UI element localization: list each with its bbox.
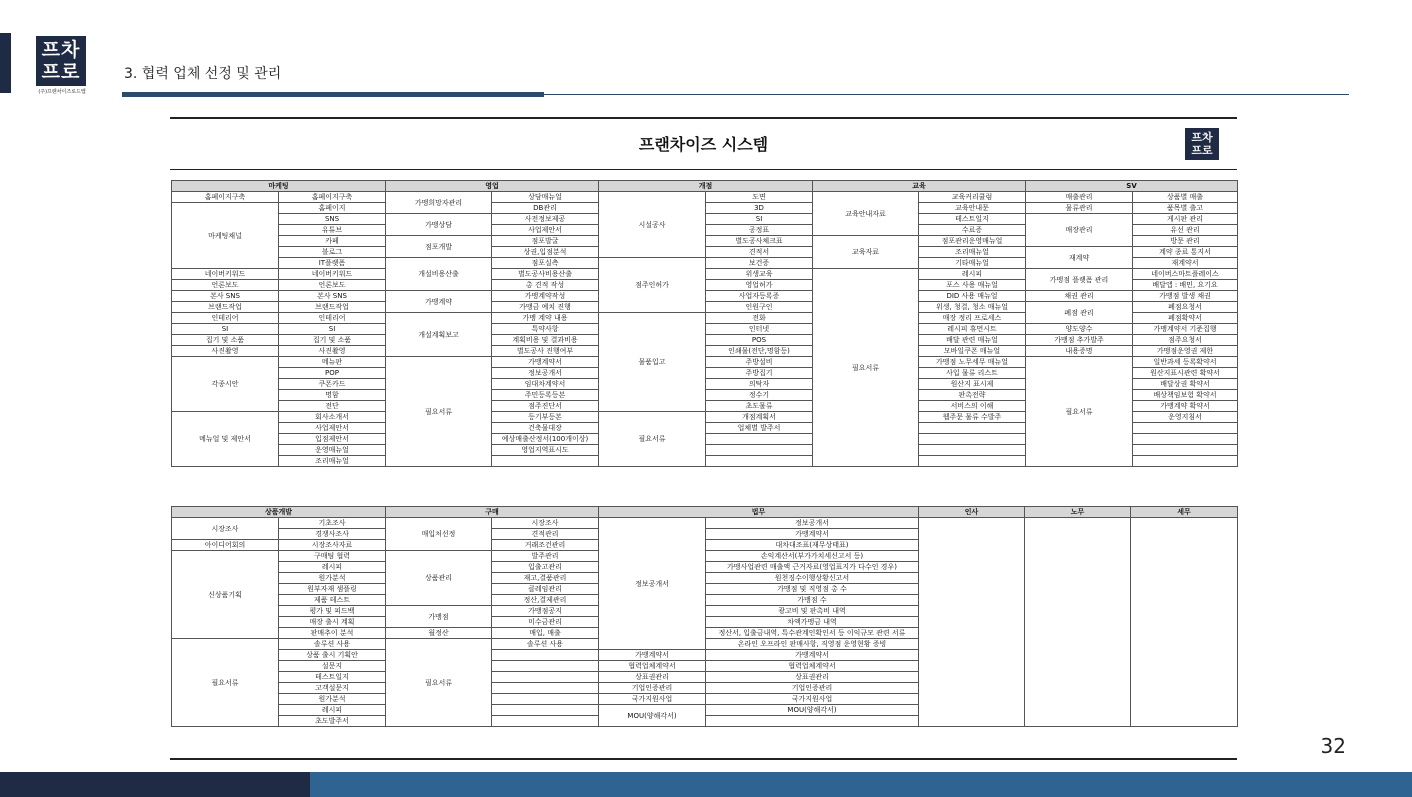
table-cell: 의탁자 [706,379,813,390]
table-cell: MOU(양해각서) [599,705,706,727]
system-table-bottom [171,506,1238,727]
table-cell: 수료증 [919,225,1026,236]
table-cell [1133,434,1238,445]
table-cell: 발주관리 [492,551,599,562]
section-header: 개점 [599,181,813,192]
table-cell: 견적관리 [492,529,599,540]
table-cell: 대차대조표(재무상태표) [706,540,919,551]
table-cell: 거래조건관리 [492,540,599,551]
table-cell: 영업지역표시도 [492,445,599,456]
table-cell: 특약사항 [492,324,599,335]
table-cell: 점주인허가 [599,258,706,313]
table-cell: 정수기 [706,390,813,401]
document-title: 프랜차이즈 시스템 [638,135,769,154]
table-cell: 언론보도 [279,280,386,291]
table-cell: 기초조사 [279,518,386,529]
table-cell: 정산,결제관리 [492,595,599,606]
section-header: 인사 [919,507,1025,518]
table-cell: 상담매뉴얼 [492,192,599,203]
table-cell [492,661,599,672]
table-cell: 가맹점 및 직영점 총 수 [706,584,919,595]
table-cell: 입출고관리 [492,562,599,573]
document-title-separator [170,169,1237,170]
table-cell: 물류관리 [1026,203,1133,214]
table-cell: 유선 관리 [1133,225,1238,236]
table-cell: 원천징수이행상황신고서 [706,573,919,584]
table-cell: 필요서류 [599,412,706,467]
table-cell: 운영매뉴얼 [279,445,386,456]
table-cell: 포스 사용 매뉴얼 [919,280,1026,291]
table-cell: 가맹상담 [386,214,492,236]
table-cell: 주방설비 [706,357,813,368]
table-cell: 인쇄물(전단,명함등) [706,346,813,357]
table-cell [1133,445,1238,456]
table-cell: 테스트일지 [279,672,386,683]
table-cell: 교육자료 [813,236,919,269]
table-cell: 폐점확약서 [1133,313,1238,324]
table-cell: 점포발굴 [492,236,599,247]
empty-column [1025,518,1131,727]
table-cell: 판촉전략 [919,390,1026,401]
table-cell: 원산지표시관련 확약서 [1133,368,1238,379]
table-cell: 각종시안 [172,357,279,412]
table-cell [706,434,813,445]
table-cell [492,694,599,705]
table-cell: POP [279,368,386,379]
table-cell: 개설계획보고 [386,313,492,357]
table-cell: 본사 SNS [172,291,279,302]
table-cell: 미수금관리 [492,617,599,628]
table-cell: 사입 물류 리스트 [919,368,1026,379]
table-row [172,192,1238,203]
table-cell: 개점계획서 [706,412,813,423]
table-cell: 서비스의 이해 [919,401,1026,412]
table-cell: 손익계산서(부가가치세신고서 등) [706,551,919,562]
system-table-top [171,180,1238,467]
table-cell: 브랜드작업 [172,302,279,313]
table-cell: 가맹계약서 [706,529,919,540]
section-header: 교육 [813,181,1026,192]
table-cell: 가맹점 [386,606,492,628]
table-cell [1133,423,1238,434]
table-cell: 카페 [279,236,386,247]
table-cell: SI [279,324,386,335]
table-cell: 가맹사업관련 매출액 근거자료(영업표지가 다수인 경우) [706,562,919,573]
table-cell: SI [172,324,279,335]
table-cell: 필요서류 [813,269,919,467]
table-cell: 아이디어회의 [172,540,279,551]
table-cell: 네이버키워드 [279,269,386,280]
table-cell: SI [706,214,813,225]
table-cell: 설문지 [279,661,386,672]
table-cell: 3D [706,203,813,214]
table-cell: 레시피 [279,705,386,716]
table-cell: 채권 관리 [1026,291,1133,302]
table-cell [492,672,599,683]
table-cell: 레시피 [279,562,386,573]
table-cell: 사업자등록증 [706,291,813,302]
table-cell: 홈페이지구축 [279,192,386,203]
table-cell: 가맹점 수 [706,595,919,606]
table-cell: 시설공사 [599,192,706,258]
table-cell: 차액가맹금 내역 [706,617,919,628]
table-cell: 폐점 관리 [1026,302,1133,324]
table-cell: 별도공사체크표 [706,236,813,247]
table-cell: 사진촬영 [172,346,279,357]
document-top-rule [170,117,1237,119]
table-cell: 인테리어 [172,313,279,324]
table-cell: 계획비용 및 결과비용 [492,335,599,346]
table-cell: 원산지 표시제 [919,379,1026,390]
table-cell: 네이버키워드 [172,269,279,280]
table-cell: 개설비용산출 [386,258,492,291]
table-cell: 배달앱 : 배민, 요기요 [1133,280,1238,291]
table-cell: 배상책임보험 확약서 [1133,390,1238,401]
table-cell: 시장조사 [172,518,279,540]
table-cell [492,650,599,661]
footer-bar-blue [310,772,1412,797]
table-cell: 전화 [706,313,813,324]
table-cell: 건축물대장 [492,423,599,434]
table-cell: 예상매출산정서(100개이상) [492,434,599,445]
table-cell: 솔루션 사용 [492,639,599,650]
table-cell: 교육안내문 [919,203,1026,214]
table-cell: 가맹계약 [386,291,492,313]
table-cell: 매입, 매출 [492,628,599,639]
table-cell: 재계약 [1026,247,1133,269]
table-cell: 가맹점운영권 제한 [1133,346,1238,357]
table-cell: 초도발주서 [279,716,386,727]
table-cell: 판매추이 분석 [279,628,386,639]
table-cell: 가맹금 예치 진행 [492,302,599,313]
page-title: 3. 협력 업체 선정 및 관리 [124,66,282,82]
section-header: SV [1026,181,1238,192]
table-cell: 점포개발 [386,236,492,258]
table-cell: 레시피 [919,269,1026,280]
table-cell: 신상품기획 [172,551,279,639]
table-cell: 기타매뉴얼 [919,258,1026,269]
title-underline-thick [122,92,544,97]
table-cell: 테스트일지 [919,214,1026,225]
table-cell: 입점제안서 [279,434,386,445]
table-cell: 경쟁사조사 [279,529,386,540]
table-cell: 시장조사자료 [279,540,386,551]
table-cell: 조리매뉴얼 [919,247,1026,258]
table-cell: 계약 종료 통지서 [1133,247,1238,258]
table-cell: 가맹계약서 [706,650,919,661]
logo-line1: 프차 [41,39,81,61]
table-cell: 상권,입점분석 [492,247,599,258]
section-header: 마케팅 [172,181,386,192]
section-header: 노무 [1025,507,1131,518]
table-cell: 광고비 및 판촉비 내역 [706,606,919,617]
table-cell: 배달상권 확약서 [1133,379,1238,390]
table-cell: 상표권관리 [706,672,919,683]
table-cell: 본사 SNS [279,291,386,302]
table-cell: 홈페이지 [279,203,386,214]
table-cell: 폐점요청서 [1133,302,1238,313]
table-cell: 메뉴판 [279,357,386,368]
table-cell: 주방집기 [706,368,813,379]
table-cell: 모바일쿠폰 매뉴얼 [919,346,1026,357]
table-cell: 조리매뉴얼 [279,456,386,467]
table-cell: 쿠폰카드 [279,379,386,390]
table-cell: 메뉴얼 및 제안서 [172,412,279,467]
table-cell: 총 견적 작성 [492,280,599,291]
table-cell: 매출관리 [1026,192,1133,203]
table-cell: 운영지침서 [1133,412,1238,423]
table-cell: 매입처선정 [386,518,492,551]
table-cell: 교육안내자료 [813,192,919,236]
table-cell: 배달 관련 매뉴얼 [919,335,1026,346]
table-cell: 별도공사비용산출 [492,269,599,280]
table-cell: 사업제안서 [279,423,386,434]
table-cell: 교육커리큘럼 [919,192,1026,203]
table-cell: 임대차계약서 [492,379,599,390]
table-cell: 솔루션 사용 [279,639,386,650]
document-bottom-rule [170,758,1237,760]
table-cell: 집기 및 소품 [172,335,279,346]
left-accent-strip [0,33,11,93]
table-cell: 점주요청서 [1133,335,1238,346]
table-cell: 국가지원사업 [706,694,919,705]
table-cell: 협력업체계약서 [599,661,706,672]
table-cell: 초도물류 [706,401,813,412]
section-header: 구매 [386,507,599,518]
table-cell: 유튜브 [279,225,386,236]
title-underline-thin [544,94,1349,95]
table-cell: 사전정보제공 [492,214,599,225]
table-cell: 홈페이지구축 [172,192,279,203]
table-cell: 방문 관리 [1133,236,1238,247]
table-cell: 내용증명 [1026,346,1133,357]
table-cell: 매장관리 [1026,214,1133,247]
footer-bar-dark [0,772,310,797]
table-cell: 국가지원사업 [599,694,706,705]
table-cell [706,716,919,727]
table-cell: 레시피 휴먼시트 [919,324,1026,335]
table-cell: 명함 [279,390,386,401]
empty-column [1131,518,1238,727]
table-cell: 정보공개서 [599,518,706,650]
table-cell: 업체별 발주서 [706,423,813,434]
table-cell: DB관리 [492,203,599,214]
table-cell [492,683,599,694]
table-cell: 네이버스마트플레이스 [1133,269,1238,280]
table-cell: 가맹계약서 [599,650,706,661]
logo-subtitle: (주)프랜차이즈로드맵 [38,89,86,95]
logo-mark [36,36,86,86]
logo-line2: 프로 [41,61,81,83]
table-cell: 블로그 [279,247,386,258]
table-cell: 양도양수 [1026,324,1133,335]
table-cell: 인터넷 [706,324,813,335]
table-cell [492,716,599,727]
table-cell: 영업허가 [706,280,813,291]
table-cell [919,456,1026,467]
table-cell: 가맹점 노무세무 매뉴얼 [919,357,1026,368]
table-cell: 재계약서 [1133,258,1238,269]
table-cell: 일반과세 등록확약서 [1133,357,1238,368]
table-cell: 위생교육 [706,269,813,280]
table-cell: SNS [279,214,386,225]
table-cell: 보건증 [706,258,813,269]
table-row [172,518,1238,529]
table-cell: 점포관리운영매뉴얼 [919,236,1026,247]
table-cell: POS [706,335,813,346]
table-cell: 가맹 계약 내용 [492,313,599,324]
section-header: 법무 [599,507,919,518]
table-cell: 필요서류 [386,357,492,467]
table-cell: 주민등록등본 [492,390,599,401]
table-cell: 가맹점 플랫폼 관리 [1026,269,1133,291]
doc-logo-line1: 프차 [1191,131,1213,144]
table-cell: 필요서류 [386,639,492,727]
table-cell: IT플랫폼 [279,258,386,269]
table-cell [919,423,1026,434]
table-cell: 인테리어 [279,313,386,324]
table-cell: 필요서류 [172,639,279,727]
table-cell: 온라인 오프라인 판매사항, 직영점 운영현황 증빙 [706,639,919,650]
table-cell: 가맹계약서 기준집행 [1133,324,1238,335]
table-cell: 웹주문 물류 수발주 [919,412,1026,423]
table-cell [919,445,1026,456]
table-cell: 상품관리 [386,551,492,606]
section-header: 세무 [1131,507,1238,518]
table-cell: 정산서, 입출금내역, 특수관계인확인서 등 이익규모 관련 서류 [706,628,919,639]
table-cell: 원가분석 [279,694,386,705]
table-cell [492,705,599,716]
table-cell: 원부자재 샘플링 [279,584,386,595]
section-header: 영업 [386,181,599,192]
table-cell: 도면 [706,192,813,203]
table-cell: 정보공개서 [492,368,599,379]
table-cell [492,456,599,467]
table-cell [706,456,813,467]
table-cell: 가맹점공지 [492,606,599,617]
table-cell: 기업인증관리 [706,683,919,694]
table-cell: 매장 정리 프로세스 [919,313,1026,324]
table-cell: 품목별 출고 [1133,203,1238,214]
table-cell: 사진촬영 [279,346,386,357]
table-cell: 게시판 관리 [1133,214,1238,225]
table-cell: 클레임관리 [492,584,599,595]
table-cell: 집기 및 소품 [279,335,386,346]
table-cell: 평가 및 피드백 [279,606,386,617]
section-header: 상품개발 [172,507,386,518]
table-cell: 가맹점 발생 채권 [1133,291,1238,302]
table-cell: 가맹희망자관리 [386,192,492,214]
table-cell: 원가분석 [279,573,386,584]
table-cell: 정보공개서 [706,518,919,529]
table-cell: 공정표 [706,225,813,236]
table-cell [706,445,813,456]
table-cell [1133,456,1238,467]
table-cell: 협력업체계약서 [706,661,919,672]
brand-logo [36,36,88,95]
table-cell: 필요서류 [1026,357,1133,467]
table-cell: 점포실측 [492,258,599,269]
table-cell: 시장조사 [492,518,599,529]
table-cell: 등기부등본 [492,412,599,423]
doc-logo-line2: 프로 [1191,144,1213,157]
table-cell: 견적서 [706,247,813,258]
table-cell: 회사소개서 [279,412,386,423]
table-cell: 마케팅채널 [172,203,279,269]
table-cell: 재고,결품관리 [492,573,599,584]
table-cell: 점주진단서 [492,401,599,412]
table-cell: 위생, 청결, 청소 매뉴얼 [919,302,1026,313]
table-cell: 상품별 매출 [1133,192,1238,203]
document-logo [1185,128,1219,160]
table-cell: 인원구인 [706,302,813,313]
table-cell: DID 사용 매뉴얼 [919,291,1026,302]
table-cell: 별도공사 진행여부 [492,346,599,357]
table-cell: 고객설문지 [279,683,386,694]
table-cell: 브랜드작업 [279,302,386,313]
empty-column [919,518,1025,727]
table-cell: 가맹점 추가발주 [1026,335,1133,346]
table-cell: 매장 출시 계획 [279,617,386,628]
table-cell: 물품입고 [599,313,706,412]
table-cell: 가맹계약 확약서 [1133,401,1238,412]
table-cell: 가맹계약서 [492,357,599,368]
table-cell: 월정산 [386,628,492,639]
table-cell: 구매팀 협력 [279,551,386,562]
table-cell: 상표권관리 [599,672,706,683]
table-cell: 상품 출시 기획안 [279,650,386,661]
table-cell: 언론보도 [172,280,279,291]
table-cell: 사업제안서 [492,225,599,236]
table-cell: 기업인증관리 [599,683,706,694]
table-cell: 가맹계약작성 [492,291,599,302]
table-cell: 제품 테스트 [279,595,386,606]
table-cell [919,434,1026,445]
page-number: 32 [1320,734,1346,758]
table-cell: 전단 [279,401,386,412]
table-cell: MOU(양해각서) [706,705,919,716]
